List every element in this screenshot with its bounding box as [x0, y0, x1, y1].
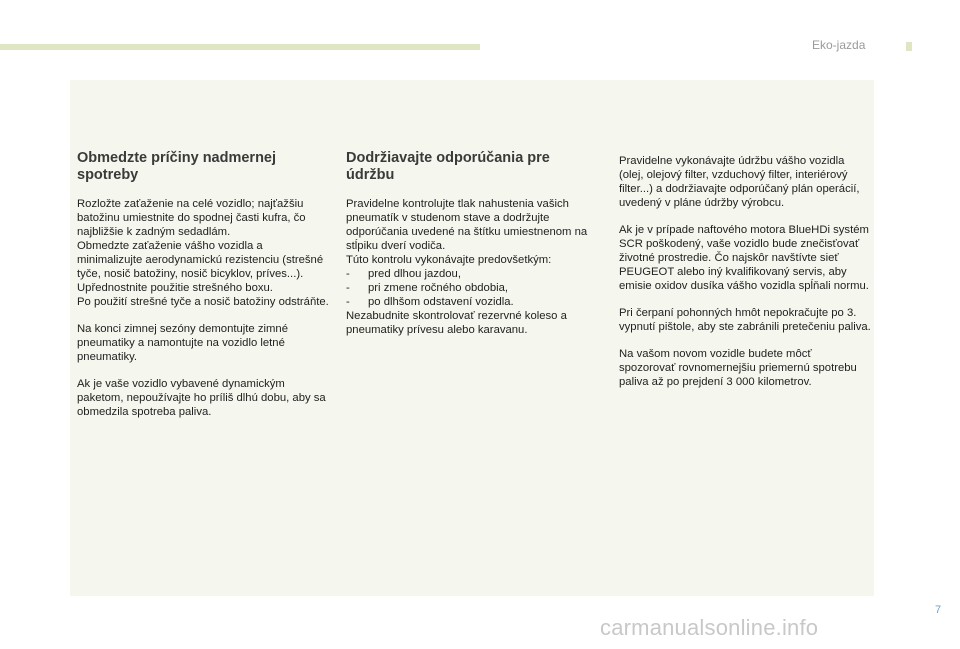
left-text-3: Po použití strešné tyče a nosič batožiny odstráňte.	[77, 296, 329, 308]
right-paragraph-1: Pravidelne vykonávajte údržbu vášho vozidla (olej, olejový filter, vzduchový filter, interiérový filter...) a dodržiavajte odporúčaný plán operácií, uvedený v pláne údržby výrobcu.	[619, 155, 860, 209]
middle-heading: Dodržiavajte odporúčania pre údržbu	[346, 150, 550, 183]
header-accent-bar	[0, 44, 480, 50]
section-label: Eko-jazda	[812, 38, 866, 52]
left-paragraph-2: Na konci zimnej sezóny demontujte zimné pneumatiky a namontujte na vozidlo letné pneumatiky.	[77, 323, 288, 363]
left-paragraph-1	[77, 197, 329, 309]
middle-column	[346, 150, 598, 337]
left-text-2: Obmedzte zaťaženie vášho vozidla a minimalizujte aerodynamickú rezistenciu (strešné tyče, nosič batožiny, nosič bicyklov, príves...). Upřednostnite použitie strešného boxu.	[77, 240, 324, 294]
list-item: - pred dlhou jazdou,	[346, 267, 598, 281]
left-column	[77, 150, 329, 432]
middle-text-2: Túto kontrolu vykonávajte predovšetkým:	[346, 254, 552, 266]
middle-text-3: Nezabudnite skontrolovať rezervné koleso a pneumatiky prívesu alebo karavanu.	[346, 310, 567, 336]
left-heading: Obmedzte príčiny nadmernej spotreby	[77, 150, 277, 183]
left-paragraph-3: Ak je vaše vozidlo vybavené dynamickým paketom, nepoužívajte ho príliš dlhú dobu, aby sa obmedzila spotreba paliva.	[77, 378, 326, 418]
right-paragraph-3: Pri čerpaní pohonných hmôt nepokračujte po 3. vypnutí pištole, aby ste zabránili pretečeniu paliva.	[619, 307, 871, 333]
section-marker	[906, 42, 912, 51]
list-item: - po dlhšom odstavení vozidla.	[346, 295, 598, 309]
right-paragraph-4: Na vašom novom vozidle budete môcť spozorovať rovnomernejšiu priemernú spotrebu paliva až po prejdení 3 000 kilometrov.	[619, 348, 857, 388]
left-text-1: Rozložte zaťaženie na celé vozidlo; najťažšiu batožinu umiestnite do spodnej časti kufra, čo najbližšie k zadným sedadlám.	[77, 198, 306, 238]
checklist	[346, 267, 598, 309]
page-number: 7	[935, 604, 942, 616]
right-column	[619, 154, 871, 402]
middle-paragraph	[346, 197, 598, 337]
list-item: - pri zmene ročného obdobia,	[346, 281, 598, 295]
watermark: carmanualsonline.info	[600, 615, 819, 640]
middle-text-1: Pravidelne kontrolujte tlak nahustenia vašich pneumatík v studenom stave a dodržujte odporúčania uvedené na štítku umiestnenom na stĺpiku dverí vodiča.	[346, 198, 588, 252]
right-paragraph-2: Ak je v prípade naftového motora BlueHDi systém SCR poškodený, vaše vozidlo bude znečisťovať životné prostredie. Čo najskôr navštívte sieť PEUGEOT alebo iný kvalifikovaný servis, aby emisie oxidov dusíka vášho vozidla spĺňali normu.	[619, 224, 869, 292]
